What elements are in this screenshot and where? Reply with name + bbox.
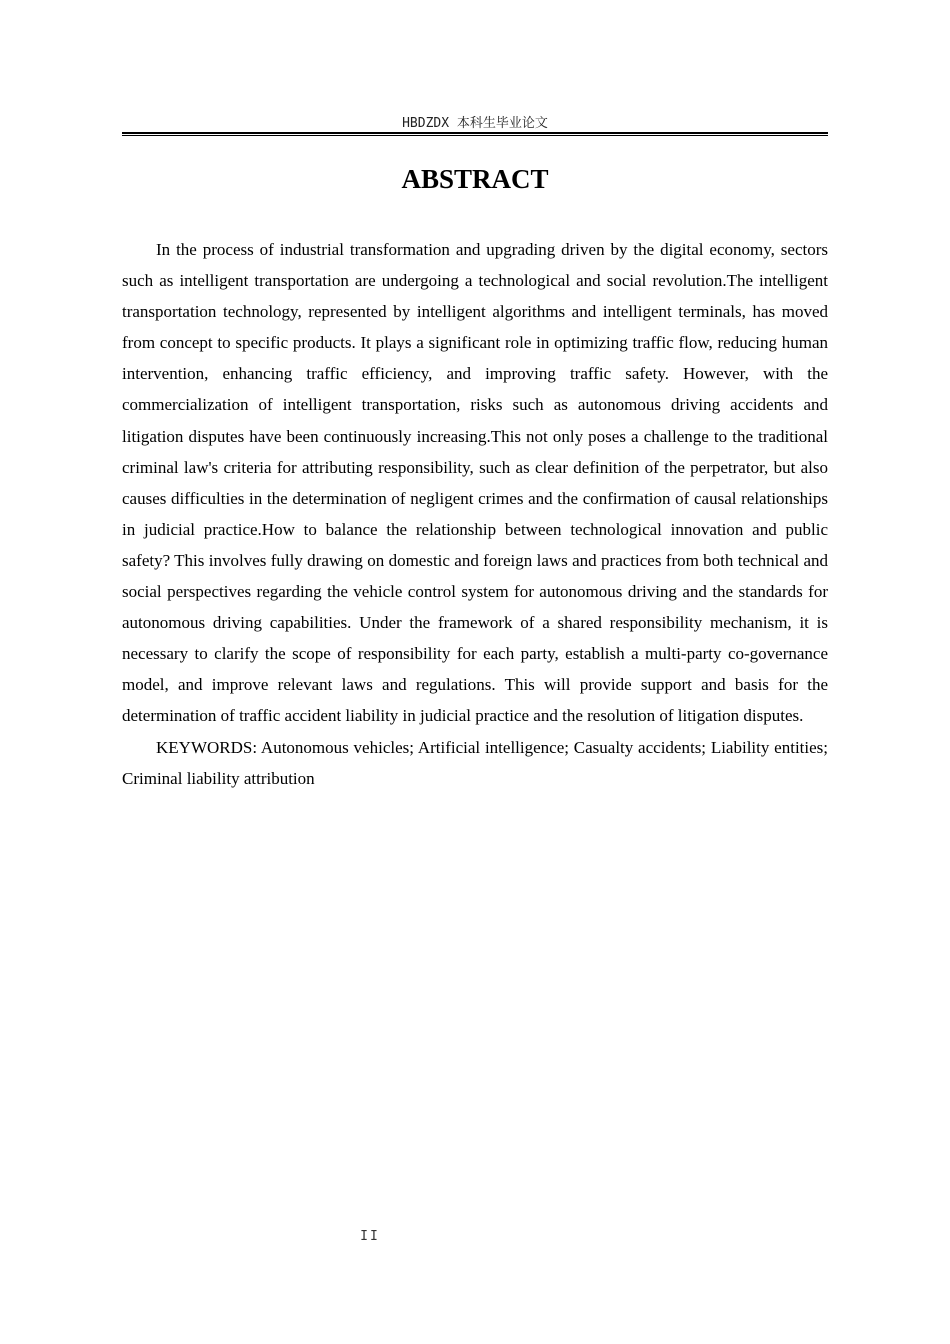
- abstract-paragraph: In the process of industrial transformation and upgrading driven by the digital economy, sectors such as intelligent transportation are undergoing a technological and social revolution.The intelligent transportation technology, represented by intelligent algorithms and intelligent terminals, has moved from concept to specific products. It plays a significant role in optimizing traffic flow, reducing human intervention, enhancing traffic efficiency, and improving traffic safety. However, with the commercialization of intelligent transportation, risks such as autonomous driving accidents and litigation disputes have been continuously increasing.This not only poses a challenge to the traditional criminal law's criteria for attributing responsibility, such as clear definition of the perpetrator, but also causes difficulties in the determination of negligent crimes and the confirmation of causal relationships in judicial practice.How to balance the relationship between technological innovation and public safety? This involves fully drawing on domestic and foreign laws and practices from both technical and social perspectives regarding the vehicle control system for autonomous driving and the standards for autonomous driving capabilities. Under the framework of a shared responsibility mechanism, it is necessary to clarify the scope of responsibility for each party, establish a multi-party co-governance model, and improve relevant laws and regulations. This will provide support and basis for the determination of traffic accident liability in judicial practice and the resolution of litigation disputes.: [122, 240, 828, 726]
- keywords-paragraph: KEYWORDS: Autonomous vehicles; Artificial intelligence; Casualty accidents; Liability entities; Criminal liability attribution: [122, 737, 828, 788]
- header-rule: [122, 132, 828, 136]
- abstract-section: [122, 234, 828, 794]
- page-number: II: [360, 1229, 380, 1244]
- page-title: ABSTRACT: [401, 164, 549, 194]
- running-header: HBDZDX 本科生毕业论文: [402, 116, 548, 131]
